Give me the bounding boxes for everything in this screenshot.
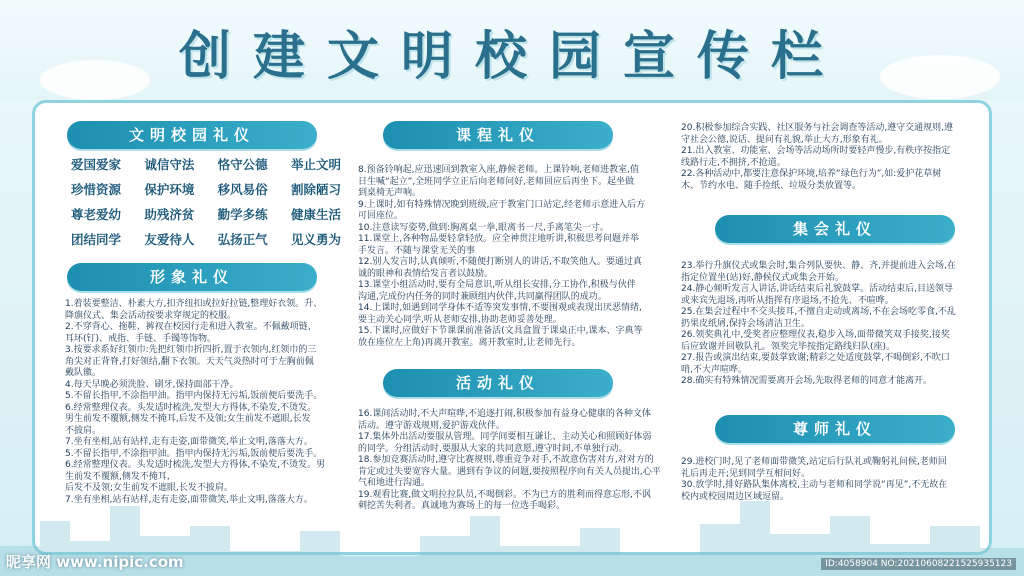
text-line: 活动。遵守游戏规则,爱护游戏伙伴。: [358, 420, 505, 431]
text-line: 的同学。分组活动时,要服从大家的共同意愿,遵守时间,不单独行动。: [358, 443, 628, 454]
text-line: 13.课堂小组活动时,要有全局意识,听从组长安排,分工协作,积极与伙伴: [358, 280, 636, 290]
social-etiquette-text: [681, 123, 987, 192]
text-line: 不披肩。: [65, 425, 102, 436]
text-line: 26.领奖典礼中,受奖者应整理仪表,稳步入场,面带微笑双手接奖,接奖: [681, 330, 950, 340]
text-line: 16.课间活动时,不大声喧哗,不追逐打闹,积极参加有益身心健康的各种文体: [358, 409, 651, 419]
text-line: 哨,不大声喧哗。: [681, 364, 747, 375]
text-line: 气和地进行沟通。: [358, 478, 431, 488]
slogan-item: 见义勇为: [290, 232, 341, 247]
text-line: 17.集体外出活动要服从管理。同学间要相互谦让、主动关心和照顾好体弱: [358, 432, 652, 442]
title-band: [0, 0, 1024, 100]
text-line: 8.预备铃响起,应迅速回到教室入座,静候老师。上课铃响,老师进教室,值: [358, 165, 640, 175]
text-line: 6.经常整理仪表。头发适时梳洗,发型大方得体,不染发,不烫发。: [65, 402, 317, 413]
text-line: 21.出入教室、功能室、会场等活动场所时要轻声慢步,有秩序按指定: [681, 146, 951, 156]
text-line: 刺挖苦失利者。真诚地为赛场上的每一位选手喝彩。: [358, 501, 566, 511]
text-line: 14.上课时,如遇到同学身体不适等突发事情,不要围观或表现出厌恶情绪,: [358, 303, 642, 313]
text-line: 25.在集会过程中不交头接耳,不擅自走动或离场,不在会场吃零食,不乱: [681, 307, 956, 317]
section-head-image: 形象礼仪: [67, 263, 317, 291]
slogan-item: 移风易俗: [217, 182, 268, 197]
slogan-item: 珍惜资源: [71, 182, 122, 197]
text-line: 29.进校门时,见了老师面带微笑,站定后行队礼或鞠躬礼问候,老师回: [681, 457, 947, 467]
text-line: 扔果皮纸屑,保持会场清洁卫生。: [681, 318, 810, 329]
slogan-row: [71, 205, 341, 223]
section-head-teacher: 尊师礼仪: [715, 415, 955, 443]
middle-column: [353, 103, 673, 552]
text-line: 角尖对正背脊,打好领结,翻下衣领。天天气炎热时可于左胸前佩: [65, 356, 314, 367]
text-line: 戴队徽。: [65, 368, 102, 378]
slogan-item: 保护环境: [144, 182, 195, 197]
slogan-row: [71, 155, 341, 173]
left-column: [35, 103, 365, 552]
text-line: 7.坐有坐相,站有站样,走有走姿,面带微笑,举止文明,落落大方。: [65, 494, 313, 505]
text-line: 生前发不覆额,侧发不掩耳,: [65, 471, 170, 482]
text-line: 守社会公德,说话、提问有礼貌,举止大方,形象有礼。: [681, 134, 888, 145]
slogan-item: 勤学多练: [217, 207, 268, 222]
text-line: 礼后再走开;见到同学互相问好。: [681, 468, 811, 479]
course-etiquette-text: [358, 165, 673, 349]
slogan-item: 助残济贫: [144, 207, 195, 222]
text-line: 6.经常整理仪表。头发适时梳洗,发型大方得体,不染发,不烫发。男: [65, 460, 326, 470]
text-line: 5.不留长指甲,不涂指甲油。指甲内保持无污垢,饭前便后要洗手。: [65, 448, 323, 459]
slogan-item: 友爱待人: [144, 232, 195, 247]
slogan-item: 健康生活: [290, 207, 341, 222]
slogan-item: 弘扬正气: [217, 232, 268, 247]
slogan-item: 尊老爱幼: [71, 207, 122, 222]
assembly-etiquette-text: [681, 261, 987, 388]
text-line: 要主动关心同学,听从老师安排,协助老师妥善处理。: [358, 314, 562, 325]
watermark: 昵享网 www.nipic.com: [6, 553, 184, 571]
text-line: 木、节约水电、随手捡纸、垃圾分类放置等。: [681, 180, 862, 191]
text-line: 可回座位。: [358, 211, 404, 221]
text-line: 日生喊“起立”,全班同学立正后向老师问好,老师回应后再坐下。起坐做: [358, 176, 635, 187]
slogan-item: 恪守公德: [217, 157, 268, 172]
section-head-assembly: 集会礼仪: [715, 215, 955, 243]
slogan-grid: [71, 155, 341, 255]
text-line: 19.观看比赛,做文明拉拉队员,不喝倒彩。不为已方的胜利而得意忘形,不讽: [358, 489, 651, 500]
text-line: 诚的眼神和表情给发言者以鼓励。: [358, 268, 494, 279]
slogan-row: [71, 180, 341, 198]
text-line: 11.课堂上,各种物品要轻拿轻放。应全神贯注地听讲,积极思考问题并举: [358, 234, 640, 244]
text-line: 后发不及领;女生前发不遮眼,长发不披肩。: [65, 483, 233, 493]
text-line: 27.报告或演出结束,要鼓掌致谢;精彩之处适度鼓掌,不喝倒彩,不吹口: [681, 353, 950, 363]
text-line: 耳环(钉)、戒指、手链、手镯等饰物。: [65, 333, 217, 344]
text-line: 手发言。不随与课堂无关的事: [358, 245, 476, 256]
slogan-item: 团结同学: [71, 232, 122, 247]
slogan-item: 割除陋习: [290, 182, 341, 197]
text-line: 肯定或过失要宽容大量。遇到有争议的问题,要按照程序向有关人员提出,心平: [358, 466, 661, 477]
text-line: 18.参加竞赛活动时,遵守比赛规则,尊重竞争对手,不故意伤害对方,对对方的: [358, 455, 654, 465]
text-line: 3.按要求系好红领巾:先把红领巾折四折,置于衣领内,红领巾的三: [65, 345, 317, 355]
text-line: 23.举行升旗仪式或集会时,集合列队要快、静、齐,并提前进入会场,在: [681, 261, 956, 271]
text-line: 指定位置坐(站)好,静候仪式或集会开始。: [681, 272, 844, 283]
text-line: 到桌椅无声响。: [358, 188, 422, 198]
text-line: 9.上课时,如有特殊情况晚到班级,应于教室门口站定,经老师示意进入后方: [358, 199, 646, 210]
text-line: 28.确实有特殊情况需要离开会场,先取得老师的同意才能离开。: [681, 376, 933, 386]
section-head-activity: 活动礼仪: [383, 369, 613, 397]
slogan-row: [71, 230, 341, 248]
text-line: 校内或校园周边区域逗留。: [681, 491, 790, 502]
text-line: 放在座位左上角)再离开教室。离开教室时,让老师先行。: [358, 337, 581, 348]
text-line: 降旗仪式、集会活动按要求穿规定的校服。: [65, 310, 237, 321]
image-etiquette-text: [65, 299, 365, 506]
text-line: 5.不留长指甲,不涂指甲油。指甲内保持无污垢,饭前便后要洗手。: [65, 391, 323, 401]
text-line: 1.着装要整洁、朴素大方,扣齐纽扣或拉好拉链,整理好衣领。升、: [65, 299, 323, 309]
page-title: 创建文明校园宣传栏: [178, 26, 845, 87]
right-column: [675, 103, 991, 552]
slogan-item: 爱国爱家: [71, 157, 122, 172]
text-line: 线路行走,不拥挤,不抢道。: [681, 157, 786, 168]
text-line: 4.每天早晚必须洗脸、刷牙,保持面部干净。: [65, 379, 239, 390]
slogan-item: 诚信守法: [144, 157, 195, 172]
text-line: 24.静心倾听发言人讲话,讲话结束后礼貌鼓掌。活动结束后,目送领导: [681, 284, 954, 294]
text-line: 7.坐有坐相,站有站样,走有走姿,面带微笑,举止文明,落落大方。: [65, 437, 313, 447]
text-line: 后应致谢并回敬队礼。领奖完毕按指定路线归队(座)。: [681, 341, 896, 352]
text-line: 男生前发不覆额,侧发不掩耳,后发不及领;女生前发不遮眼,长发: [65, 414, 311, 424]
text-line: 或来宾先退场,再听从指挥有序退场,不抢先、不喧哗。: [681, 295, 894, 306]
section-head-civility: 文明校园礼仪: [67, 121, 317, 149]
section-head-course: 课程礼仪: [383, 121, 613, 149]
text-line: 30.放学时,排好路队集体离校,主动与老师和同学说“再见”,不无故在: [681, 480, 948, 490]
text-line: 22.各种活动中,都要注意保护环境,培养“绿色行为”,如:爱护花草树: [681, 169, 942, 179]
text-line: 沟通,完成份内任务的同时兼顾组内伙伴,共同赢得团队的成功。: [358, 291, 607, 302]
text-line: 20.积极参加综合实践、社区服务与社会调查等活动,遵守交通规则,遵: [681, 123, 954, 133]
text-line: 15.下课时,应做好下节课课前准备活(文具盒置于课桌正中,课本、字典等: [358, 326, 643, 336]
text-line: 2.不穿背心、拖鞋、裤衩在校园行走和进入教室。不佩戴项链、: [65, 322, 317, 332]
text-line: 10.注意读写姿势,做到:胸离桌一拳,眼离书一尺,手离笔尖一寸。: [358, 222, 609, 233]
slogan-item: 举止文明: [290, 157, 341, 172]
text-line: 12.别人发言时,认真倾听,不随便打断别人的讲话,不取笑他人。要通过真: [358, 257, 642, 267]
image-id-tag: ID:4058904 NO:20210608221525935123: [821, 558, 1016, 570]
